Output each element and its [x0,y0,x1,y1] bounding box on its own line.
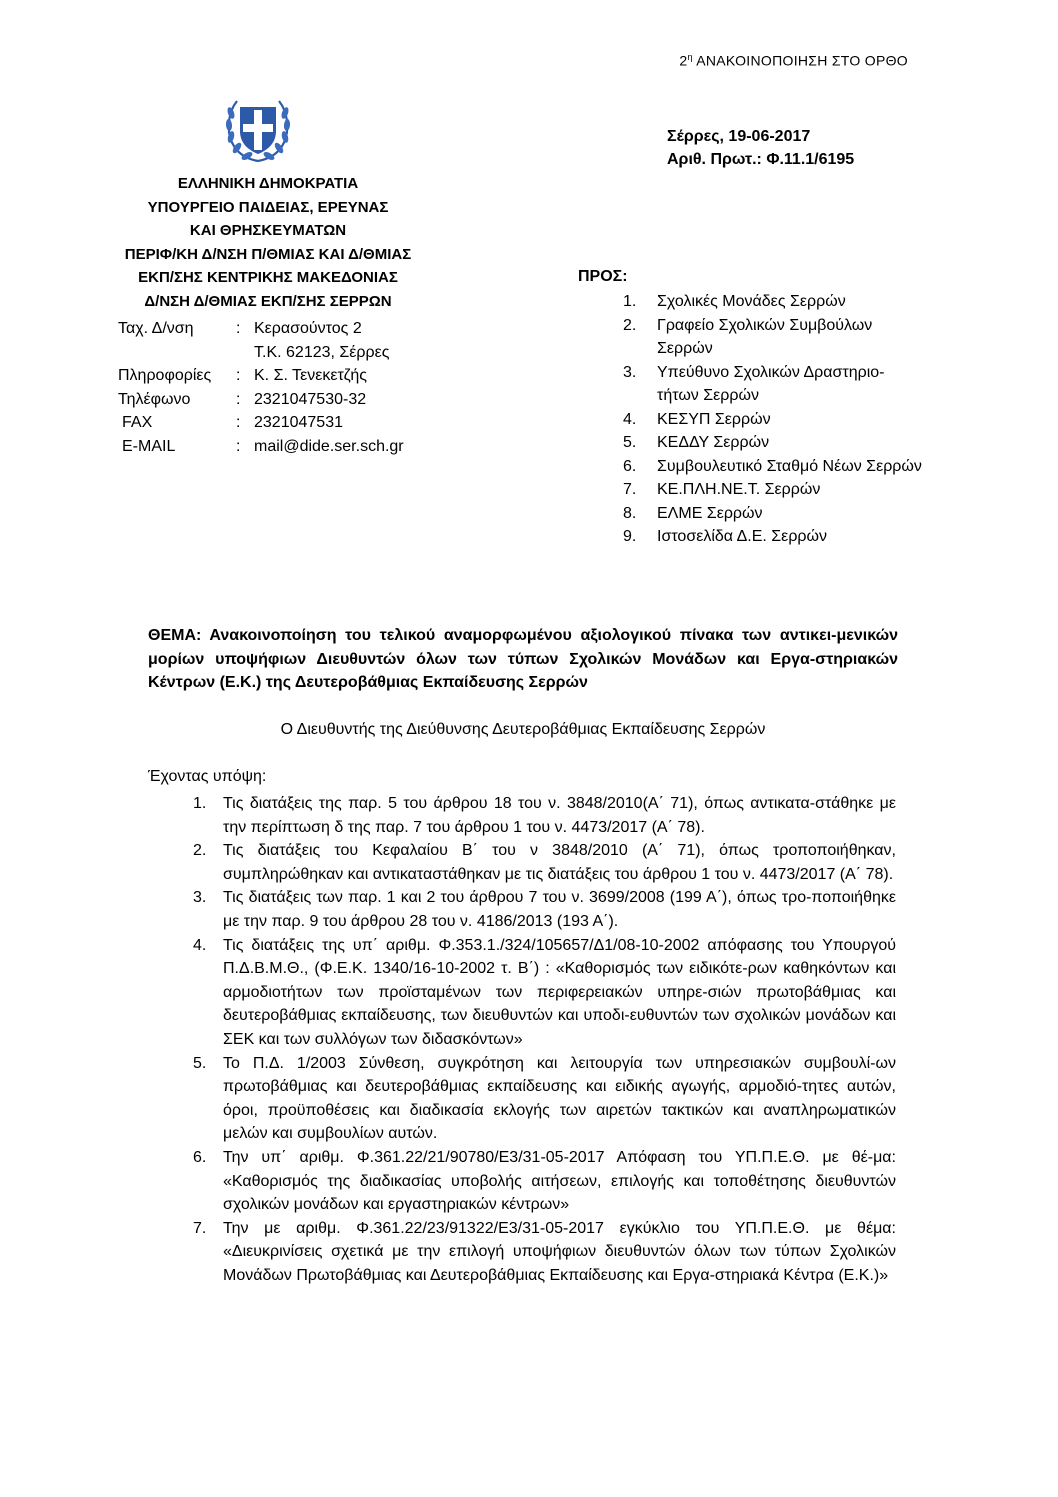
greek-republic-emblem-icon [222,93,294,165]
info-label: Πληροφορίες [118,367,212,384]
authority-line: ΠΕΡΙΦ/ΚΗ Δ/ΝΣΗ Π/ΘΜΙΑΣ ΚΑΙ Δ/ΘΜΙΑΣ [124,245,412,263]
phone-row: Τηλέφωνο : 2321047530-32 [118,388,404,412]
document-subject: ΘΕΜΑ: Ανακοινοποίηση του τελικού αναμορφωμένου αξιολογικού πίνακα των αντικει-μενικών μορίων υποψήφιων Διευθυντών όλων των τύπων Σχολικών Μονάδων και Εργα-στηριακών Κέντρων (Ε.Κ.) της Δευτεροβάθμιας Εκπαίδευσης Σερρών [148,627,898,692]
list-item: 6. Την υπ΄ αριθμ. Φ.361.22/21/90780/Ε3/31-05-2017 Απόφαση του ΥΠ.Π.Ε.Θ. με θέ-μα: «Καθορισμός της διαδικασίας υποβολής αιτήσεων, επιλογής και τοποθέτησης διευθυντών σχολικών μονάδων και εργαστηριακών κέντρων» [193,1148,896,1214]
list-item: 2. Γραφείο Σχολικών Συμβούλων Σερρών [623,316,873,357]
recipients-list [623,290,923,549]
info-row: Πληροφορίες : Κ. Σ. Τενεκετζής [118,364,404,388]
fax-value: 2321047531 [254,414,343,431]
having-in-mind-heading: Έχοντας υπόψη: [148,768,267,785]
list-item: 1. Σχολικές Μονάδες Σερρών [623,293,846,310]
email-row: E-MAIL : mail@dide.ser.sch.gr [118,435,404,459]
protocol-number: Αριθ. Πρωτ.: Φ.11.1/6195 [667,151,855,168]
list-item: 5. ΚΕΔΔΥ Σερρών [623,434,770,451]
list-item: 4. Τις διατάξεις της υπ΄ αριθμ. Φ.353.1./324/105657/Δ1/08-10-2002 απόφασης του Υπουργού Π.Δ.Β.Μ.Θ., (Φ.Ε.Κ. 1340/16-10-2002 τ. Β΄) : «Καθορισμός των ειδικότε-ρων καθηκόντων και αρμοδιοτήτων των προϊσταμένων των περιφερειακών υπηρε-σιών πρωτοβάθμιας και δευτεροβάθμιας εκπαίδευσης, των διευθυντών και υποδι-ευθυντών των σχολικών μονάδων και ΣΕΚ και των συλλόγων των διδασκόντων» [193,936,896,1048]
info-value: Κ. Σ. Τενεκετζής [254,367,367,384]
issuing-authority [108,172,428,313]
authority-line: ΥΠΟΥΡΓΕΙΟ ΠΑΙΔΕΙΑΣ, ΕΡΕΥΝΑΣ [147,198,389,216]
list-item: 7. Την με αριθμ. Φ.361.22/23/91322/Ε3/31-05-2017 εγκύκλιο του ΥΠ.Π.Ε.Θ. με θέμα: «Διευκρινίσεις σχετικά με την επιλογή υποψήφιων διευθυντών όλων των τύπων Σχολικών Μονάδων Πρωτοβάθμιας και Δευτεροβάθμιας Εκπαίδευσης και Εργα-στηριακά Κέντρα (Ε.Κ.)» [193,1219,896,1284]
address-row-2 [118,341,404,365]
list-item: 1. Τις διατάξεις της παρ. 5 του άρθρου 18 του ν. 3848/2010(Α΄ 71), όπως αντικατα-στάθηκε με την περίπτωση δ της παρ. 7 του άρθρου 1 του ν. 4473/2017 (Α΄ 78). [193,795,896,836]
list-item: 3. Τις διατάξεις των παρ. 1 και 2 του άρθρου 7 του ν. 3699/2008 (199 Α΄), όπως τρο-ποποιήθηκε με την παρ. 9 του άρθρου 28 του ν. 4186/2013 (193 Α΄). [193,889,896,930]
recipients-label: ΠΡΟΣ: [578,268,628,285]
list-item: 6. Συμβουλευτικό Σταθμό Νέων Σερρών [623,457,922,475]
authority-line: ΕΛΛΗΝΙΚΗ ΔΗΜΟΚΡΑΤΙΑ [177,175,359,192]
authority-line: Δ/ΝΣΗ Δ/ΘΜΙΑΣ ΕΚΠ/ΣΗΣ ΣΕΡΡΩΝ [144,292,392,310]
contact-details [118,317,404,458]
list-item: 2. Τις διατάξεις του Κεφαλαίου Β΄ του ν 3848/2010 (Α΄ 71), όπως τροποποιήθηκαν, συμπληρώθηκαν και αντικαταστάθηκαν με τις διατάξεις του άρθρου 1 του ν. 4473/2017 (Α΄ 78). [193,842,896,883]
list-item: 8. ΕΛΜΕ Σερρών [623,504,763,522]
director-line: Ο Διευθυντής της Διεύθυνσης Δευτεροβάθμιας Εκπαίδευσης Σερρών [280,721,766,738]
fax-row: FAX : 2321047531 [118,411,404,435]
fax-label: FAX [122,414,153,431]
address-value: Κερασούντος 2 [254,320,362,337]
document-date: Σέρρες, 19-06-2017 [667,128,811,145]
postal-code-city: Τ.Κ. 62123, Σέρρες [254,343,390,361]
phone-label: Τηλέφωνο [118,390,191,408]
top-note: $2^\eta$ ΑΝΑΚΟΙΝΟΠΟΙΗΣΗ ΣΤΟ ΟΡΘΟ [679,52,908,69]
email-label: E-MAIL [122,437,176,455]
date-protocol-block [667,125,854,171]
list-item: 5. Το Π.Δ. 1/2003 Σύνθεση, συγκρότηση και λειτουργία των υπηρεσιακών συμβουλί-ων πρωτοβάθμιας και δευτεροβάθμιας εκπαίδευσης και ειδικής αγωγής, αρμοδιό-τητες αυτών, όροι, προϋποθέσεις και διαδικασία εκλογής των αιρετών τακτικών και αναπληρωματικών μελών και συμβουλίων αυτών. [193,1054,896,1143]
email-value: mail@dide.ser.sch.gr [254,437,404,455]
phone-value: 2321047530-32 [254,390,367,408]
legal-references-list [193,792,896,1287]
list-item: 9. Ιστοσελίδα Δ.Ε. Σερρών [623,528,828,545]
authority-line: ΚΑΙ ΘΡΗΣΚΕΥΜΑΤΩΝ [189,222,347,239]
address-label: Ταχ. Δ/νση [118,320,194,337]
list-item: 7. ΚΕ.ΠΛΗ.ΝΕ.Τ. Σερρών [623,481,821,498]
address-row: Ταχ. Δ/νση : Κερασούντος 2 [118,317,404,341]
authority-line: ΕΚΠ/ΣΗΣ ΚΕΝΤΡΙΚΗΣ ΜΑΚΕΔΟΝΙΑΣ [138,269,398,286]
list-item: 4. ΚΕΣΥΠ Σερρών [623,410,771,428]
list-item: 3. Υπεύθυνο Σχολικών Δραστηριο-τήτων Σερρών [623,363,885,404]
